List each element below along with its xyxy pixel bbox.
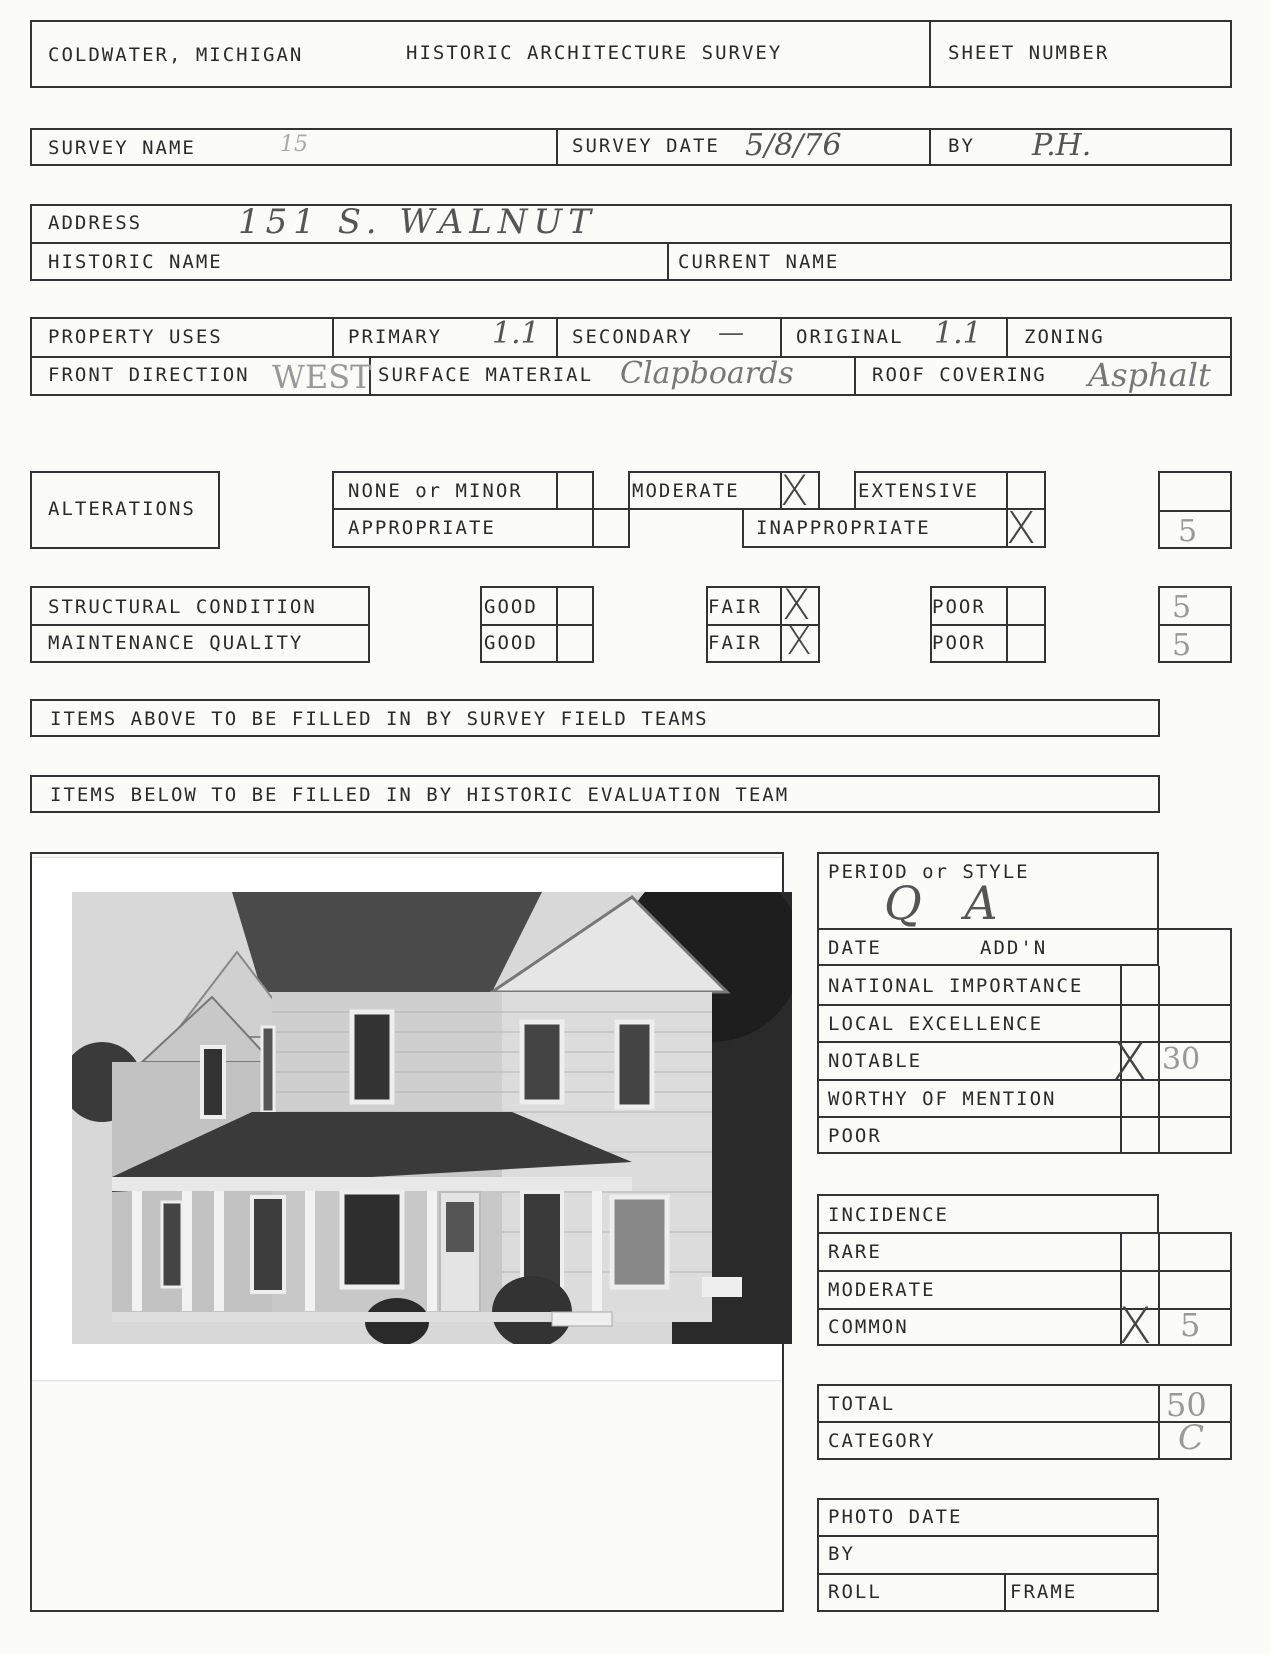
header-divider <box>929 20 931 88</box>
sheet-number-label: SHEET NUMBER <box>948 42 1110 64</box>
extensive-label: EXTENSIVE <box>858 480 979 502</box>
photo-mount <box>32 858 782 1380</box>
front-direction-label: FRONT DIRECTION <box>48 364 250 386</box>
frame-label: FRAME <box>1010 1581 1078 1603</box>
address-label: ADDRESS <box>48 212 143 234</box>
common-score: 5 <box>1180 1306 1201 1344</box>
poor-check <box>1006 586 1008 663</box>
category-value: C <box>1178 1418 1205 1458</box>
moderate-mark: X <box>780 466 809 515</box>
header-title: HISTORIC ARCHITECTURE SURVEY <box>406 42 783 64</box>
property-div-3 <box>780 317 782 356</box>
alterations-label: ALTERATIONS <box>48 498 196 520</box>
total-col <box>1158 1384 1160 1460</box>
survey-date-value: 5/8/76 <box>745 128 842 163</box>
eval-line-3 <box>817 1079 1232 1081</box>
common-mark: X <box>1118 1297 1153 1355</box>
worthy-of-mention-label: WORTHY OF MENTION <box>828 1088 1057 1110</box>
structural-poor-label: POOR <box>932 596 986 618</box>
header-city: COLDWATER, MICHIGAN <box>48 44 304 66</box>
common-label: COMMON <box>828 1316 909 1338</box>
eval-line-1 <box>817 1004 1232 1006</box>
property-uses-label: PROPERTY USES <box>48 326 223 348</box>
property-div-4 <box>1006 317 1008 356</box>
good-divider <box>480 624 594 626</box>
incidence-label: INCIDENCE <box>828 1204 949 1226</box>
notable-mark: X <box>1112 1032 1148 1092</box>
survey-date-label: SURVEY DATE <box>572 135 720 157</box>
national-importance-label: NATIONAL IMPORTANCE <box>828 975 1084 997</box>
eval-col-2 <box>1158 966 1160 1154</box>
property-div-1 <box>332 317 334 356</box>
surface-material-label: SURFACE MATERIAL <box>378 364 594 386</box>
incidence-line-1 <box>817 1270 1232 1272</box>
primary-value: 1.1 <box>492 316 540 351</box>
primary-label: PRIMARY <box>348 326 443 348</box>
poor-divider <box>930 624 1046 626</box>
alterations-score: 5 <box>1178 514 1198 549</box>
local-excellence-label: LOCAL EXCELLENCE <box>828 1013 1044 1035</box>
period-style-label: PERIOD or STYLE <box>828 861 1030 883</box>
alterations-score-divider <box>1158 510 1232 512</box>
total-label: TOTAL <box>828 1393 896 1415</box>
secondary-value: — <box>718 318 744 348</box>
structural-fair-label: FAIR <box>708 596 762 618</box>
incidence-col-2 <box>1158 1232 1160 1346</box>
eval-addn-label: ADD'N <box>980 937 1048 959</box>
eval-line-4 <box>817 1116 1232 1118</box>
survey-name-value: 15 <box>280 132 308 157</box>
current-name-label: CURRENT NAME <box>678 251 840 273</box>
photo-info-line-1 <box>817 1535 1159 1537</box>
appropriate-check <box>592 508 594 548</box>
incidence-line-2 <box>817 1308 1232 1310</box>
appropriate-label: APPROPRIATE <box>348 517 496 539</box>
structural-good-label: GOOD <box>484 596 538 618</box>
zoning-label: ZONING <box>1024 326 1105 348</box>
good-check <box>556 586 558 663</box>
survey-by-label: BY <box>948 135 975 157</box>
property-div-2 <box>556 317 558 356</box>
maintenance-poor-label: POOR <box>932 632 986 654</box>
roll-label: ROLL <box>828 1581 882 1603</box>
items-above-text: ITEMS ABOVE TO BE FILLED IN BY SURVEY FIELD TEAMS <box>50 708 709 730</box>
notable-score: 30 <box>1162 1042 1201 1077</box>
maintenance-score: 5 <box>1172 628 1192 663</box>
moderate-label: MODERATE <box>632 480 740 502</box>
photo-by-label: BY <box>828 1543 855 1565</box>
surface-material-value: Clapboards <box>620 356 794 391</box>
survey-divider-2 <box>929 128 931 166</box>
address-divider-v <box>667 242 669 281</box>
structural-condition-label: STRUCTURAL CONDITION <box>48 596 317 618</box>
roof-covering-value: Asphalt <box>1088 356 1211 394</box>
eval-date-label: DATE <box>828 937 882 959</box>
condition-score-divider <box>1158 624 1232 626</box>
historic-name-label: HISTORIC NAME <box>48 251 223 273</box>
category-label: CATEGORY <box>828 1430 936 1452</box>
original-value: 1.1 <box>934 316 982 351</box>
none-minor-check <box>556 471 558 510</box>
items-below-text: ITEMS BELOW TO BE FILLED IN BY HISTORIC EVALUATION TEAM <box>50 784 790 806</box>
eval-poor-label: POOR <box>828 1125 882 1147</box>
photo-info-col <box>1004 1573 1006 1612</box>
inappropriate-mark: X <box>1006 503 1037 554</box>
none-minor-label: NONE or MINOR <box>348 480 523 502</box>
structural-fair-mark: X <box>782 580 811 629</box>
structural-score: 5 <box>1172 590 1192 625</box>
maintenance-fair-label: FAIR <box>708 632 762 654</box>
photo-info-line-2 <box>817 1573 1159 1575</box>
roof-covering-label: ROOF COVERING <box>872 364 1047 386</box>
property-div-6 <box>854 356 856 396</box>
original-label: ORIGINAL <box>796 326 904 348</box>
inappropriate-label: INAPPROPRIATE <box>756 517 931 539</box>
rare-label: RARE <box>828 1241 882 1263</box>
survey-name-label: SURVEY NAME <box>48 137 196 159</box>
total-value: 50 <box>1166 1386 1207 1424</box>
condition-label-divider <box>30 624 370 626</box>
period-style-value: Q A <box>884 876 1012 930</box>
notable-label: NOTABLE <box>828 1050 923 1072</box>
address-divider-h <box>30 242 1232 244</box>
survey-divider-1 <box>556 128 558 166</box>
secondary-label: SECONDARY <box>572 326 693 348</box>
address-value: 151 S. WALNUT <box>238 202 597 242</box>
incidence-moderate-label: MODERATE <box>828 1279 936 1301</box>
house-photo <box>72 892 792 1344</box>
maintenance-fair-mark: X <box>786 619 813 663</box>
survey-by-value: P.H. <box>1032 128 1092 163</box>
photo-date-label: PHOTO DATE <box>828 1506 963 1528</box>
maintenance-good-label: GOOD <box>484 632 538 654</box>
front-direction-value: WEST <box>272 358 372 396</box>
maintenance-quality-label: MAINTENANCE QUALITY <box>48 632 304 654</box>
